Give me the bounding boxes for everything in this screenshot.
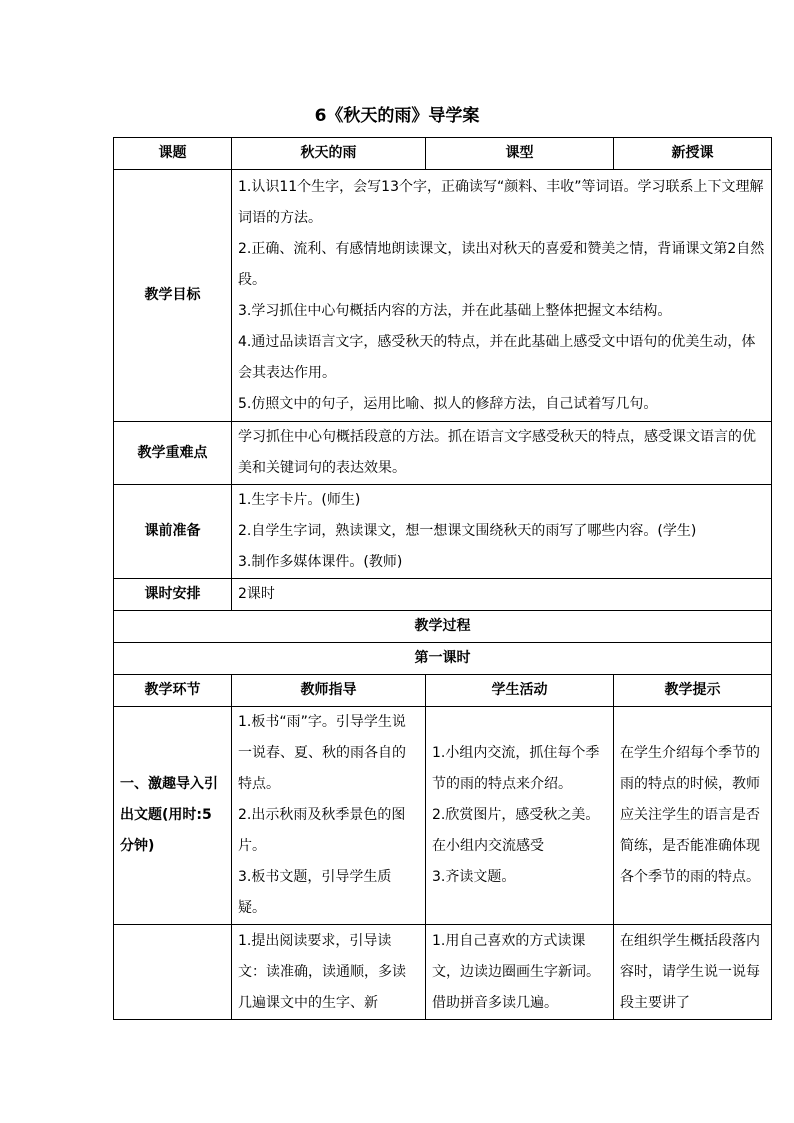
teacher-item: 3.板书文题，引导学生质疑。 xyxy=(238,869,392,916)
goals-row xyxy=(114,170,772,422)
goals-content xyxy=(232,170,772,422)
teaching-hint-cell xyxy=(614,925,772,1020)
process-title: 教学过程 xyxy=(114,611,772,643)
key-points-label: 教学重难点 xyxy=(114,422,232,485)
goals-label: 教学目标 xyxy=(114,170,232,422)
topic-value: 秋天的雨 xyxy=(232,138,426,170)
type-value: 新授课 xyxy=(614,138,772,170)
teaching-hint-cell xyxy=(614,707,772,925)
lesson-title: 第一课时 xyxy=(114,643,772,675)
preparation-item: 2.自学生字词，熟读课文，想一想课文围绕秋天的雨写了哪些内容。(学生) xyxy=(238,523,697,539)
page-title: 6《秋天的雨》导学案 xyxy=(314,106,480,126)
column-header: 教学环节 xyxy=(114,675,232,707)
student-item: 2.欣赏图片，感受秋之美。在小组内交流感受 xyxy=(432,807,600,854)
preparation-item: 1.生字卡片。(师生) xyxy=(238,492,361,508)
schedule-row xyxy=(114,579,772,611)
preparation-row xyxy=(114,485,772,579)
process-column-headers xyxy=(114,675,772,707)
key-points-text: 学习抓住中心句概括段意的方法。抓在语言文字感受秋天的特点，感受课文语言的优美和关键词句的表达效果。 xyxy=(232,422,772,485)
goal-item: 1.认识11个生字，会写13个字，正确读写“颜料、丰收”等词语。学习联系上下文理解词语的方法。 xyxy=(238,178,764,226)
teacher-item: 1.板书“雨”字。引导学生说一说春、夏、秋的雨各自的特点。 xyxy=(238,714,406,792)
schedule-value: 2课时 xyxy=(232,579,772,611)
teacher-guidance-cell xyxy=(232,925,426,1020)
student-item: 1.小组内交流，抓住每个季节的雨的特点来介绍。 xyxy=(432,745,600,792)
stage-cell xyxy=(114,925,232,1020)
type-label: 课型 xyxy=(426,138,614,170)
student-activity-cell xyxy=(426,707,614,925)
column-header: 教学提示 xyxy=(614,675,772,707)
teacher-item: 2.出示秋雨及秋季景色的图片。 xyxy=(238,807,406,854)
goal-item: 4.通过品读语言文字，感受秋天的特点，并在此基础上感受文中语句的优美生动，体会其表达作用。 xyxy=(238,333,756,381)
topic-label: 课题 xyxy=(114,138,232,170)
lesson-plan-table xyxy=(113,137,772,1020)
column-header: 学生活动 xyxy=(426,675,614,707)
goal-item: 5.仿照文中的句子，运用比喻、拟人的修辞方法，自己试着写几句。 xyxy=(238,395,658,412)
process-title-row xyxy=(114,611,772,643)
student-item: 1.用自己喜欢的方式读课文，边读边圈画生字新词。借助拼音多读几遍。 xyxy=(432,932,600,1011)
hint-item: 在学生介绍每个季节的雨的特点的时候，教师应关注学生的语言是否简练，是否能准确体现各个季节的雨的特点。 xyxy=(620,745,760,885)
key-points-row xyxy=(114,422,772,485)
hint-item: 在组织学生概括段落内容时，请学生说一说每段主要讲了 xyxy=(620,932,760,1011)
preparation-content xyxy=(232,485,772,579)
lesson-title-row xyxy=(114,643,772,675)
schedule-label: 课时安排 xyxy=(114,579,232,611)
process-row xyxy=(114,925,772,1020)
teacher-item: 1.提出阅读要求，引导读文：读准确，读通顺，多读几遍课文中的生字、新 xyxy=(238,932,406,1011)
goal-item: 2.正确、流利、有感情地朗读课文，读出对秋天的喜爱和赞美之情，背诵课文第2自然段。 xyxy=(238,240,765,288)
student-activity-cell xyxy=(426,925,614,1020)
process-row xyxy=(114,707,772,925)
preparation-item: 3.制作多媒体课件。(教师) xyxy=(238,554,403,570)
student-item: 3.齐读文题。 xyxy=(432,869,516,885)
stage-cell: 一、激趣导入引出文题(用时:5分钟) xyxy=(114,707,232,925)
teacher-guidance-cell xyxy=(232,707,426,925)
goal-item: 3.学习抓住中心句概括内容的方法，并在此基础上整体把握文本结构。 xyxy=(238,302,672,319)
column-header: 教师指导 xyxy=(232,675,426,707)
preparation-label: 课前准备 xyxy=(114,485,232,579)
header-row xyxy=(114,138,772,170)
